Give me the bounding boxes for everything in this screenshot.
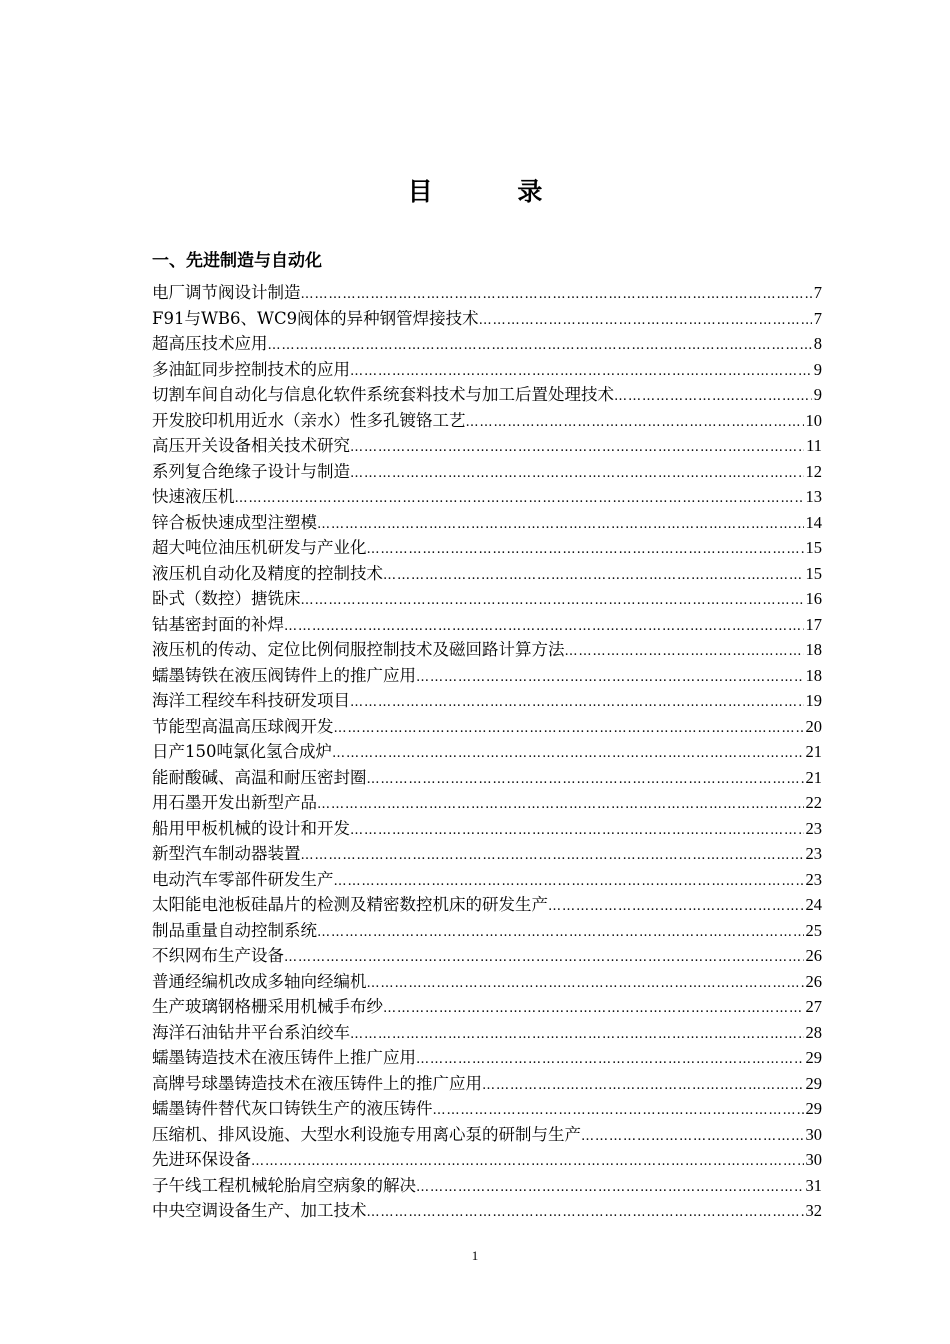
toc-entry[interactable] (152, 942, 822, 968)
toc-entry-page: 24 (805, 895, 822, 914)
toc-leader-dots (301, 848, 804, 863)
toc-entry-page: 23 (805, 844, 822, 863)
toc-leader-dots (565, 644, 804, 659)
toc-leader-dots (367, 542, 804, 557)
toc-entry-title: 电厂调节阀设计制造 (152, 283, 301, 302)
toc-entry-title: 能耐酸碱、高温和耐压密封圈 (152, 767, 367, 787)
toc-entry[interactable] (152, 356, 822, 382)
toc-entry-page: 31 (805, 1175, 822, 1195)
toc-entry[interactable] (152, 815, 822, 841)
toc-leader-dots (350, 466, 804, 481)
toc-entry-title: 新型汽车制动器装置 (152, 844, 301, 863)
toc-entry-title: 切割车间自动化与信息化软件系统套料技术与加工后置处理技术 (152, 385, 614, 404)
toc-entry-title: 蠕墨铸造技术在液压铸件上推广应用 (152, 1048, 416, 1067)
toc-leader-dots (416, 1052, 804, 1067)
toc-entry-title: 普通经编机改成多轴向经编机 (152, 971, 367, 991)
toc-entry-title: 中央空调设备生产、加工技术 (152, 1201, 367, 1220)
toc-entry-page: 30 (805, 1150, 822, 1169)
toc-leader-dots (433, 1103, 804, 1118)
toc-leader-dots (548, 899, 804, 914)
toc-leader-dots (367, 976, 804, 991)
toc-entry[interactable] (152, 866, 822, 892)
toc-leader-dots (350, 1027, 804, 1042)
toc-entry-title: 高牌号球墨铸造技术在液压铸件上的推广应用 (152, 1073, 482, 1093)
toc-entry-page: 26 (805, 971, 822, 991)
toc-entry-page: 13 (805, 487, 822, 506)
toc-entry-title: 用石墨开发出新型产品 (152, 793, 317, 812)
toc-entry-title: 液压机的传动、定位比例伺服控制技术及磁回路计算方法 (152, 640, 565, 659)
toc-leader-dots (334, 874, 804, 889)
toc-leader-dots (334, 721, 804, 736)
toc-entry-page: 29 (805, 1099, 822, 1118)
toc-leader-dots (332, 746, 804, 761)
toc-entry-page: 17 (805, 614, 822, 634)
toc-entry[interactable] (152, 1019, 822, 1045)
toc-entry-page: 25 (805, 920, 822, 940)
toc-entry-title: 超高压技术应用 (152, 334, 268, 353)
toc-entry-page: 23 (805, 869, 822, 889)
toc-entry-page: 9 (813, 359, 822, 379)
toc-entry-page: 32 (805, 1201, 822, 1220)
toc-leader-dots (614, 389, 812, 404)
toc-entry-title: 太阳能电池板硅晶片的检测及精密数控机床的研发生产 (152, 895, 548, 914)
toc-entry[interactable] (152, 713, 822, 739)
toc-entry[interactable] (152, 840, 822, 866)
toc-entry[interactable] (152, 483, 822, 509)
toc-entry[interactable] (152, 1044, 822, 1070)
section-heading: 一、先进制造与自动化 (152, 251, 322, 271)
toc-entry-title: 高压开关设备相关技术研究 (152, 436, 350, 455)
toc-leader-dots (466, 415, 804, 430)
toc-entry-page: 20 (805, 716, 822, 736)
toc-leader-dots (482, 1078, 804, 1093)
toc-entry[interactable] (152, 330, 822, 356)
toc-list (152, 279, 822, 1223)
toc-entry[interactable] (152, 1172, 822, 1198)
toc-entry[interactable] (152, 1121, 822, 1147)
toc-entry[interactable] (152, 381, 822, 407)
toc-leader-dots (350, 440, 804, 455)
toc-leader-dots (367, 772, 804, 787)
toc-entry-title: 开发胶印机用近水（亲水）性多孔镀铬工艺 (152, 410, 466, 430)
toc-entry-title: 系列复合绝缘子设计与制造 (152, 461, 350, 481)
toc-entry-page: 26 (805, 946, 822, 965)
toc-entry-title: F91与WB6、WC9阀体的异种钢管焊接技术 (152, 308, 479, 328)
toc-entry-title: 快速液压机 (152, 487, 235, 506)
toc-entry-page: 9 (813, 385, 822, 404)
toc-entry[interactable] (152, 738, 822, 764)
toc-entry[interactable] (152, 560, 822, 586)
toc-entry-page: 28 (805, 1022, 822, 1042)
toc-entry[interactable] (152, 279, 822, 305)
toc-entry-title: 子午线工程机械轮胎肩空病象的解决 (152, 1175, 416, 1195)
toc-entry-page: 14 (805, 512, 822, 532)
toc-entry-page: 10 (805, 410, 822, 430)
toc-entry[interactable] (152, 305, 822, 331)
toc-entry-page: 8 (813, 334, 822, 353)
toc-entry-page: 15 (805, 563, 822, 583)
toc-entry-title: 海洋工程绞车科技研发项目 (152, 691, 350, 710)
toc-entry-page: 22 (805, 793, 822, 812)
toc-entry[interactable] (152, 993, 822, 1019)
toc-entry-title: 先进环保设备 (152, 1150, 251, 1169)
toc-entry-page: 19 (805, 691, 822, 710)
toc-leader-dots (350, 823, 804, 838)
toc-entry-title: 蠕墨铸铁在液压阀铸件上的推广应用 (152, 665, 416, 685)
toc-leader-dots (317, 797, 804, 812)
toc-entry-title: 钴基密封面的补焊 (152, 614, 284, 634)
toc-entry-page: 11 (806, 436, 822, 455)
toc-entry[interactable] (152, 458, 822, 484)
toc-entry-page: 29 (805, 1048, 822, 1067)
toc-entry[interactable] (152, 662, 822, 688)
toc-entry-page: 18 (805, 665, 822, 685)
toc-leader-dots (416, 1180, 804, 1195)
toc-leader-dots (383, 568, 804, 583)
toc-leader-dots (317, 925, 804, 940)
toc-entry[interactable] (152, 687, 822, 713)
toc-entry[interactable] (152, 585, 822, 611)
toc-leader-dots (416, 670, 804, 685)
toc-entry-title: 电动汽车零部件研发生产 (152, 869, 334, 889)
toc-entry-title: 锌合板快速成型注塑模 (152, 512, 317, 532)
toc-entry-page: 30 (805, 1124, 822, 1144)
toc-entry[interactable] (152, 968, 822, 994)
toc-entry[interactable] (152, 1197, 822, 1223)
toc-entry-page: 23 (805, 818, 822, 838)
toc-entry-page: 27 (805, 997, 822, 1016)
toc-entry[interactable] (152, 891, 822, 917)
toc-leader-dots (367, 1205, 804, 1220)
toc-entry-title: 节能型高温高压球阀开发 (152, 716, 334, 736)
toc-leader-dots (301, 287, 812, 302)
toc-leader-dots (479, 313, 812, 328)
toc-entry-page: 29 (805, 1073, 822, 1093)
toc-entry-page: 7 (813, 308, 822, 328)
toc-entry-page: 15 (805, 538, 822, 557)
toc-leader-dots (268, 338, 812, 353)
toc-entry[interactable] (152, 407, 822, 433)
toc-leader-dots (317, 517, 804, 532)
toc-entry[interactable] (152, 1070, 822, 1096)
toc-leader-dots (350, 695, 804, 710)
toc-entry[interactable] (152, 636, 822, 662)
toc-entry[interactable] (152, 432, 822, 458)
toc-entry-title: 压缩机、排风设施、大型水利设施专用离心泵的研制与生产 (152, 1124, 581, 1144)
toc-entry[interactable] (152, 509, 822, 535)
toc-entry-title: 制品重量自动控制系统 (152, 920, 317, 940)
toc-leader-dots (284, 619, 804, 634)
toc-entry-title: 超大吨位油压机研发与产业化 (152, 538, 367, 557)
toc-entry[interactable] (152, 534, 822, 560)
toc-entry-page: 16 (805, 589, 822, 608)
toc-leader-dots (350, 364, 812, 379)
toc-entry-page: 18 (805, 640, 822, 659)
toc-entry-title: 液压机自动化及精度的控制技术 (152, 563, 383, 583)
page-title: 目 录 (407, 177, 581, 206)
toc-entry[interactable] (152, 917, 822, 943)
toc-entry-title: 日产150吨氯化氢合成炉 (152, 742, 332, 761)
toc-entry-title: 蠕墨铸件替代灰口铸铁生产的液压铸件 (152, 1099, 433, 1118)
toc-entry[interactable] (152, 1095, 822, 1121)
toc-entry[interactable] (152, 611, 822, 637)
toc-leader-dots (251, 1154, 804, 1169)
toc-entry[interactable] (152, 764, 822, 790)
toc-entry-title: 不织网布生产设备 (152, 946, 284, 965)
toc-leader-dots (581, 1129, 804, 1144)
toc-leader-dots (284, 950, 804, 965)
toc-entry-title: 卧式（数控）搪铣床 (152, 589, 301, 608)
toc-entry-page: 7 (813, 283, 822, 302)
toc-entry-title: 多油缸同步控制技术的应用 (152, 359, 350, 379)
toc-entry-title: 海洋石油钻井平台系泊绞车 (152, 1022, 350, 1042)
toc-entry-title: 生产玻璃钢格栅采用机械手布纱 (152, 997, 383, 1016)
toc-leader-dots (235, 491, 804, 506)
toc-entry[interactable] (152, 1146, 822, 1172)
toc-entry[interactable] (152, 789, 822, 815)
toc-entry-page: 21 (805, 767, 822, 787)
toc-leader-dots (301, 593, 804, 608)
toc-entry-title: 船用甲板机械的设计和开发 (152, 818, 350, 838)
toc-entry-page: 21 (805, 742, 822, 761)
toc-leader-dots (383, 1001, 804, 1016)
page-number: 1 (471, 1248, 479, 1263)
toc-entry-page: 12 (805, 461, 822, 481)
